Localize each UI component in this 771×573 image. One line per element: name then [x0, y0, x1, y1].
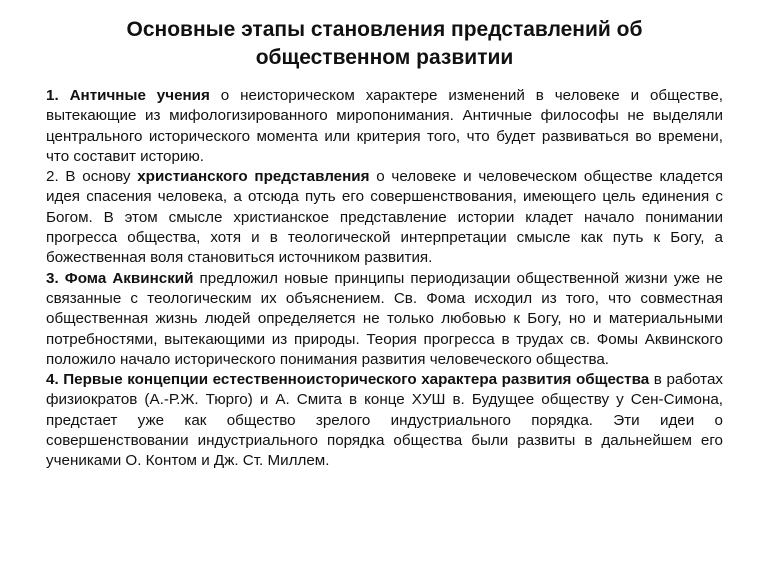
- paragraph-1-heading: Античные учения: [69, 87, 210, 104]
- paragraph-3: [46, 269, 723, 370]
- page-title: [46, 16, 723, 72]
- paragraph-4-text: в работах физиократов (А.-Р.Ж. Тюрго) и А. Смита в конце ХУШ в. Будущее обществу у Сен-Симона, предстает уже как общество зрелого индустриального порядка. Эти идеи о совершенствовании индустриального порядка общества были развиты в дальнейшем его учениками О. Контом и Дж. Ст. Миллем.: [46, 371, 723, 470]
- paragraph-4-heading: Первые концепции естественноисторического характера развития общества: [63, 371, 650, 389]
- title-line-1: Основные этапы становления представлений об: [126, 18, 643, 41]
- paragraph-2: [46, 167, 723, 268]
- title-line-2: общественном развитии: [255, 46, 514, 69]
- paragraph-1-number: 1.: [46, 87, 59, 104]
- paragraph-4: [46, 370, 723, 471]
- paragraph-1-text: о неисторическом характере изменений в человеке и обществе, вытекающие из мифологизированного миропонимания. Античные философы не выделяли центрального исторического момента или критерия того, что будет развиваться во времени, что составит историю.: [46, 87, 723, 165]
- paragraph-3-number: 3.: [46, 269, 59, 287]
- paragraph-3-heading: Фома Аквинский: [64, 269, 194, 287]
- paragraph-2-heading: христианского представления: [137, 168, 370, 186]
- paragraph-1: [46, 86, 723, 167]
- body-text: [46, 86, 723, 472]
- paragraph-2-text: о человеке и человеческом обществе кладется идея спасения человека, а отсюда путь его совершенствования, имеющего цель единения с Богом. В этом смысле христианское представление истории кладет начало понимании прогресса общества, хотя и в теологической интерпретации смысле как путь к Богу, а божественная воля становиться источником развития.: [46, 168, 723, 267]
- paragraph-3-text: предложил новые принципы периодизации общественной жизни уже не связанные с теологическим их объяснением. Св. Фома исходил из того, что совместная общественная жизнь людей определяется не только любовью к Богу, но и материальными потребностями, вытекающими из природы. Теория прогресса в трудах св. Фомы Аквинского положило начало исторического понимания развития человеческого общества.: [46, 269, 723, 368]
- paragraph-4-number: 4.: [46, 371, 59, 389]
- paragraph-2-prefix: 2. В основу: [46, 168, 138, 186]
